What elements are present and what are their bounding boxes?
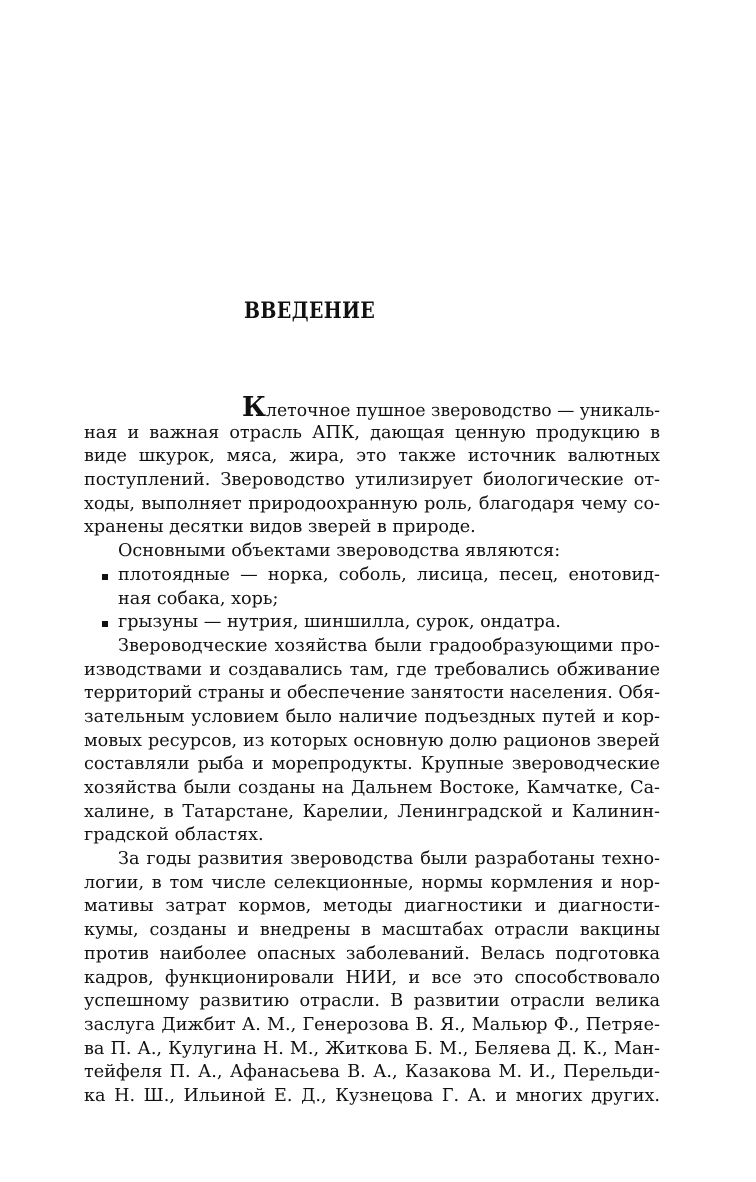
dev-line-1: За годы развития звероводства были разработаны техно- [118, 849, 660, 870]
farms-line-2: изводствами и создавались там, где требовались обживание [84, 659, 660, 680]
bullet-square-icon [102, 574, 108, 580]
chapter-heading: ВВЕДЕНИЕ [244, 298, 376, 324]
intro-line-4: поступлений. Звероводство утилизирует биологические от- [84, 470, 660, 491]
dev-line-5: против наиболее опасных заболеваний. Велась подготовка [84, 943, 660, 964]
farms-line-8: халине, в Татарстане, Карелии, Ленинградской и Калинин- [84, 801, 660, 822]
farms-line-4: зательным условием было наличие подъездных путей и кор- [84, 706, 660, 727]
intro-line-5: ходы, выполняет природоохранную роль, благодаря чему со- [84, 493, 660, 514]
farms-line-3: территорий страны и обеспечение занятости населения. Обя- [84, 683, 660, 704]
dev-line-11: ка Н. Ш., Ильиной Е. Д., Кузнецова Г. А. и многих других. [84, 1085, 660, 1106]
farms-line-6: составляли рыба и морепродукты. Крупные звероводческие [84, 754, 660, 775]
body-text [84, 392, 660, 1109]
farms-line-9: градской областях. [84, 825, 264, 846]
list-item [84, 611, 660, 635]
intro-line-3: виде шкурок, мяса, жира, это также источник валютных [84, 446, 660, 467]
dev-line-10: тейфеля П. А., Афанасьева В. А., Казакова М. И., Перельди- [84, 1062, 660, 1083]
dev-line-4: кумы, созданы и внедрены в масштабах отрасли вакцины [84, 920, 660, 941]
dev-line-6: кадров, функционировали НИИ, и все это способствовало [84, 967, 660, 988]
farms-line-5: мовых ресурсов, из которых основную долю рационов зверей [84, 730, 660, 751]
bullet-1-line-1: плотоядные — норка, соболь, лисица, песец, енотовид- [118, 564, 660, 585]
bullet-square-icon [102, 621, 108, 627]
intro-line-1: Клеточное пушное звероводство — уникаль- [242, 392, 660, 423]
dev-line-9: ва П. А., Кулугина Н. М., Житкова Б. М., Беляева Д. К., Ман- [84, 1038, 660, 1059]
dev-line-7: успешному развитию отрасли. В развитии отрасли велика [84, 991, 660, 1012]
list-item [84, 564, 660, 588]
bullet-2-line-1: грызуны — нутрия, шиншилла, сурок, ондатра. [118, 612, 561, 633]
intro-line-6: хранены десятки видов зверей в природе. [84, 517, 476, 538]
intro-line-2: ная и важная отрасль АПК, дающая ценную продукцию в [84, 422, 660, 443]
objects-intro: Основными объектами звероводства являются: [118, 541, 561, 562]
bullet-1-line-2: ная собака, хорь; [118, 588, 279, 609]
dev-line-8: заслуга Дижбит А. М., Генерозова В. Я., Мальюр Ф., Петряе- [84, 1014, 660, 1035]
farms-line-1: Звероводческие хозяйства были градообразующими про- [118, 635, 660, 656]
dev-line-2: логии, в том числе селекционные, нормы кормления и нор- [84, 872, 660, 893]
drop-cap: К [242, 392, 267, 423]
farms-line-7: хозяйства были созданы на Дальнем Востоке, Камчатке, Са- [84, 778, 660, 798]
dev-line-3: мативы затрат кормов, методы диагностики и диагности- [84, 896, 660, 917]
